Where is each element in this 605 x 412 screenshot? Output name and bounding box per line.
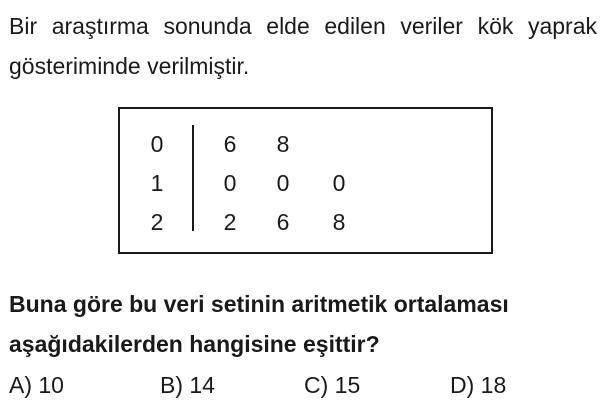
choice-c[interactable]: C) 15 (304, 372, 361, 398)
leaf-2-2: 8 (332, 209, 346, 235)
stem-1: 1 (150, 170, 164, 196)
leaf-1-1: 0 (276, 170, 290, 196)
leaf-2-0: 2 (223, 209, 237, 235)
stem-2: 2 (150, 209, 164, 235)
intro-text: Bir araştırma sonunda elde edilen veriler kök yaprak gösteriminde verilmiştir. (9, 13, 597, 79)
stem-leaf-table (118, 107, 493, 254)
leaf-2-1: 6 (276, 209, 290, 235)
stem-leaf-divider (192, 125, 194, 231)
leaf-0-0: 6 (223, 131, 237, 157)
choice-a[interactable]: A) 10 (9, 372, 64, 398)
leaf-1-2: 0 (332, 170, 346, 196)
choice-b[interactable]: B) 14 (160, 372, 215, 398)
leaf-1-0: 0 (223, 170, 237, 196)
leaf-0-1: 8 (276, 131, 290, 157)
stem-0: 0 (150, 131, 164, 157)
question-text: Buna göre bu veri setinin aritmetik ortalaması aşağıdakilerden hangisine eşittir? (9, 291, 509, 357)
choice-d[interactable]: D) 18 (450, 372, 507, 398)
